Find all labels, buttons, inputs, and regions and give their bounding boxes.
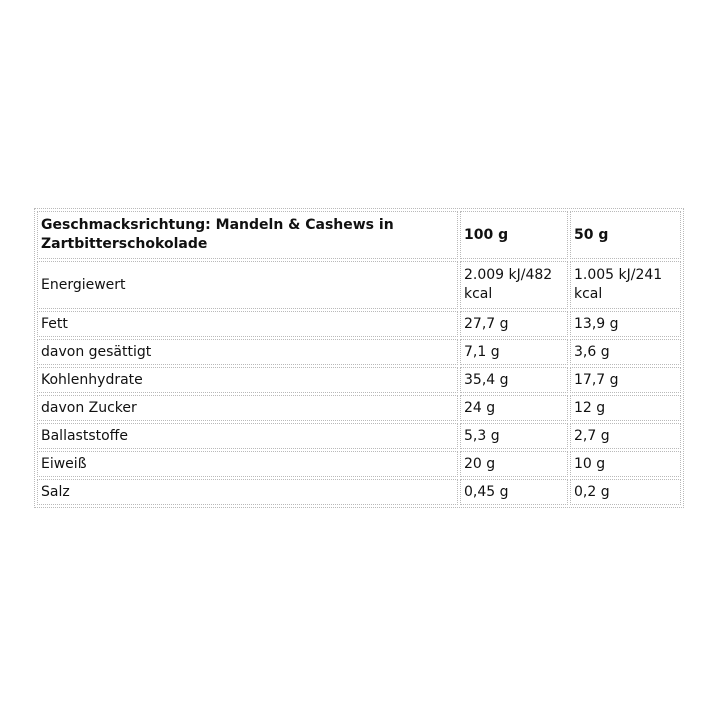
row-value-50g: 3,6 g bbox=[570, 339, 681, 365]
row-label: Kohlenhydrate bbox=[37, 367, 458, 393]
row-value-100g: 0,45 g bbox=[460, 479, 568, 505]
header-50g: 50 g bbox=[570, 211, 681, 259]
row-value-100g: 2.009 kJ/482 kcal bbox=[460, 261, 568, 309]
nutrition-table-wrapper bbox=[34, 208, 680, 508]
row-label: Fett bbox=[37, 311, 458, 337]
header-100g: 100 g bbox=[460, 211, 568, 259]
row-value-50g: 17,7 g bbox=[570, 367, 681, 393]
row-value-100g: 35,4 g bbox=[460, 367, 568, 393]
row-label: davon Zucker bbox=[37, 395, 458, 421]
table-row bbox=[37, 479, 681, 505]
row-value-100g: 7,1 g bbox=[460, 339, 568, 365]
row-value-50g: 12 g bbox=[570, 395, 681, 421]
row-value-50g: 13,9 g bbox=[570, 311, 681, 337]
table-header-row bbox=[37, 211, 681, 259]
row-label: Eiweiß bbox=[37, 451, 458, 477]
table-row bbox=[37, 311, 681, 337]
header-flavor: Geschmacksrichtung: Mandeln & Cashews in Zartbitterschokolade bbox=[37, 211, 458, 259]
row-value-100g: 20 g bbox=[460, 451, 568, 477]
row-value-100g: 24 g bbox=[460, 395, 568, 421]
nutrition-table bbox=[34, 208, 684, 508]
row-value-50g: 0,2 g bbox=[570, 479, 681, 505]
row-value-50g: 1.005 kJ/241 kcal bbox=[570, 261, 681, 309]
row-value-50g: 2,7 g bbox=[570, 423, 681, 449]
row-value-100g: 27,7 g bbox=[460, 311, 568, 337]
row-label: davon gesättigt bbox=[37, 339, 458, 365]
table-row bbox=[37, 339, 681, 365]
row-value-50g: 10 g bbox=[570, 451, 681, 477]
row-value-100g: 5,3 g bbox=[460, 423, 568, 449]
table-row bbox=[37, 395, 681, 421]
table-row bbox=[37, 451, 681, 477]
row-label: Salz bbox=[37, 479, 458, 505]
row-label: Ballaststoffe bbox=[37, 423, 458, 449]
row-label: Energiewert bbox=[37, 261, 458, 309]
table-row bbox=[37, 261, 681, 309]
table-row bbox=[37, 423, 681, 449]
table-row bbox=[37, 367, 681, 393]
